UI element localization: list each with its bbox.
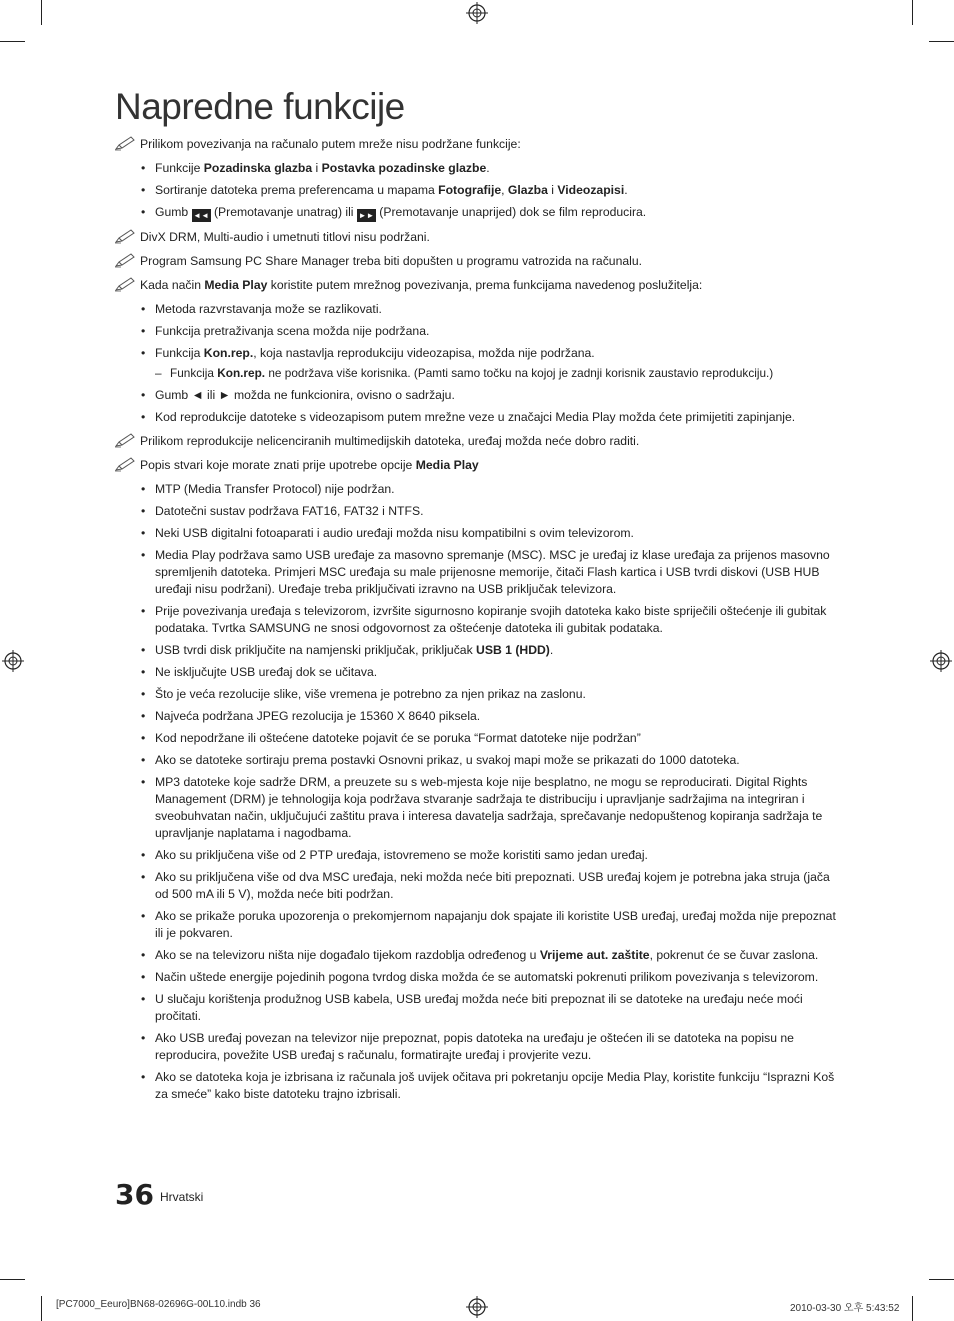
list-item: • Ako su priključena više od 2 PTP uređaja, istovremeno se može koristiti samo jedan uređaj. bbox=[141, 848, 648, 862]
list-item: • U slučaju korištenja produžnog USB kabela, USB uređaj možda neće biti prepoznat ili se datoteke na uređaju neće moći pročitati. bbox=[141, 992, 803, 1023]
note: DivX DRM, Multi-audio i umetnuti titlovi nisu podržani. bbox=[115, 229, 840, 246]
list-item: • Media Play podržava samo USB uređaje za masovno spremanje (MSC). MSC je uređaj iz klase uređaja za prijenos masovno spremljenih datoteka. Primjeri MSC uređaja su male prijenosne memorije, čitači Flash kartica i USB tvrdi diskovi (USB HUB uređaji nisu podržani). Uređaje treba priključivati izravno na USB priključak televizora. bbox=[141, 548, 830, 596]
list-item: • Prije povezivanja uređaja s televizorom, izvršite sigurnosno kopiranje svojih datoteka kako biste spriječili oštećenje ili gubitak podataka. Tvrtka SAMSUNG ne snosi odgovornost za oštećenje datoteka ili gubitak podataka. bbox=[141, 604, 827, 635]
note: Popis stvari koje morate znati prije upotrebe opcije Media Play bbox=[115, 457, 840, 474]
note: Prilikom reprodukcije nelicenciranih multimedijskih datoteka, uređaj možda neće dobro raditi. bbox=[115, 433, 840, 450]
list-item: • Ako se datoteka koja je izbrisana iz računala još uvijek očitava pri pokretanju opcije Media Play, koristite funkciju “Isprazni Koš za smeće” kako biste datoteku trajno izbrisali. bbox=[141, 1070, 835, 1101]
crop-mark bbox=[912, 1296, 913, 1321]
list-item: • Što je veća rezolucije slike, više vremena je potrebno za njen prikaz na zaslonu. bbox=[141, 687, 586, 701]
footer-timestamp: 2010-03-30 오후 5:43:52 bbox=[790, 1303, 900, 1314]
sub-list-item: – Funkcija Kon.rep. ne podržava više korisnika. (Pamti samo točku na kojoj je zadnji korisnik zaustavio reprodukciju.) bbox=[155, 366, 774, 380]
registration-mark-icon bbox=[466, 2, 488, 24]
fast-forward-icon: ►► bbox=[358, 211, 375, 220]
rewind-icon: ◄◄ bbox=[193, 211, 209, 220]
note-pencil-icon bbox=[115, 432, 137, 448]
list-item: • Neki USB digitalni fotoaparati i audio uređaji možda nisu kompatibilni s ovim televizorom. bbox=[141, 526, 634, 540]
list-item: • Najveća podržana JPEG rezolucija je 15360 X 8640 piksela. bbox=[141, 709, 481, 723]
list-item: • Ne isključujte USB uređaj dok se učitava. bbox=[141, 665, 378, 679]
note: Program Samsung PC Share Manager treba biti dopušten u programu vatrozida na računalu. bbox=[115, 253, 840, 270]
crop-mark bbox=[41, 1296, 42, 1321]
note-pencil-icon bbox=[115, 135, 137, 151]
registration-mark-icon bbox=[466, 1296, 488, 1318]
list-item: • Ako se prikaže poruka upozorenja o prekomjernom napajanju dok spajate ili koristite USB uređaj, uređaj možda nije prepoznat ili je pokvaren. bbox=[141, 909, 836, 940]
registration-mark-icon bbox=[2, 650, 24, 672]
content bbox=[115, 136, 840, 1108]
note-text: Prilikom povezivanja na računalo putem mreže nisu podržane funkcije: bbox=[140, 137, 521, 151]
list-item: • Ako se na televizoru ništa nije događalo tijekom razdoblja određenog u Vrijeme aut. zaštite, pokrenut će se čuvar zaslona. bbox=[141, 948, 819, 962]
crop-mark bbox=[0, 1279, 25, 1280]
list-item: • MTP (Media Transfer Protocol) nije podržan. bbox=[141, 482, 395, 496]
footer-file-info: [PC7000_Eeuro]BN68-02696G-00L10.indb 36 bbox=[56, 1299, 261, 1310]
list-item: • Datotečni sustav podržava FAT16, FAT32 i NTFS. bbox=[141, 504, 424, 518]
note-pencil-icon bbox=[115, 276, 137, 292]
list-item: • Sortiranje datoteka prema preferencama u mapama Fotografije, Glazba i Videozapisi. bbox=[141, 183, 628, 197]
note bbox=[115, 136, 840, 153]
list-item: • Gumb ◄◄ (Premotavanje unatrag) ili ►► (Premotavanje unaprijed) dok se film reproducira. bbox=[141, 205, 647, 220]
registration-mark-icon bbox=[930, 650, 952, 672]
list-item: • Metoda razvrstavanja može se razlikovati. bbox=[141, 302, 382, 316]
list-item: • Kod nepodržane ili oštećene datoteke pojavit će se poruka “Format datoteke nije podržan” bbox=[141, 731, 641, 745]
list-item: • Ako USB uređaj povezan na televizor nije prepoznat, popis datoteka na uređaju je oštećen ili se datoteka na popisu ne reproducira, povežite USB uređaj s računalu, formatirajte uređaj i provjerite vezu. bbox=[141, 1031, 794, 1062]
list-item: • Kod reprodukcije datoteke s videozapisom putem mrežne veze u značajci Media Play možda ćete primijetiti zapinjanje. bbox=[141, 410, 796, 424]
list-item: • USB tvrdi disk priključite na namjenski priključak, priključak USB 1 (HDD). bbox=[141, 643, 554, 657]
list-item: • Funkcija pretraživanja scena možda nije podržana. bbox=[141, 324, 430, 338]
list-item: • Funkcije Pozadinska glazba i Postavka pozadinske glazbe. bbox=[141, 161, 490, 175]
crop-mark bbox=[912, 0, 913, 25]
list-item: • Gumb ◄ ili ► možda ne funkcionira, ovisno o sadržaju. bbox=[141, 388, 455, 402]
note-pencil-icon bbox=[115, 228, 137, 244]
note-pencil-icon bbox=[115, 252, 137, 268]
note-pencil-icon bbox=[115, 456, 137, 472]
crop-mark bbox=[929, 41, 954, 42]
note: Kada način Media Play koristite putem mrežnog povezivanja, prema funkcijama navedenog poslužitelja: bbox=[115, 277, 840, 294]
page-title: Napredne funkcije bbox=[115, 86, 405, 127]
list-item: • Ako se datoteke sortiraju prema postavki Osnovni prikaz, u svakoj mapi može se prikazati do 1000 datoteka. bbox=[141, 753, 740, 767]
crop-mark bbox=[41, 0, 42, 25]
page-number: 36 bbox=[115, 1178, 154, 1211]
list-item: • Funkcija Kon.rep., koja nastavlja reprodukciju videozapisa, možda nije podržana. bbox=[141, 346, 595, 360]
crop-mark bbox=[0, 41, 25, 42]
list-item: • Način uštede energije pojedinih pogona tvrdog diska možda će se automatski pokrenuti prilikom povezivanja s televizorom. bbox=[141, 970, 819, 984]
crop-mark bbox=[929, 1279, 954, 1280]
language-label: Hrvatski bbox=[160, 1190, 204, 1204]
list-item: • MP3 datoteke koje sadrže DRM, a preuzete su s web-mjesta koje nije besplatno, ne mogu se reproducirati. Digital Rights Management (DRM) je tehnologija koja podržava stvaranje sadržaja te distribuciju i upravljanje sadržajima na integriran i sveobuhvatan način, uključujući zaštitu prava i interesa davatelja sadržaja, sprečavanje nedopuštenog kopiranja sadržaja te upravljanje naplatama i nagodbama. bbox=[141, 775, 823, 840]
list-item: • Ako su priključena više od dva MSC uređaja, neki možda neće biti prepoznati. USB uređaj kojem je potrebna jaka struja (jača od 500 mA ili 5 V), možda neće biti podržan. bbox=[141, 870, 830, 901]
